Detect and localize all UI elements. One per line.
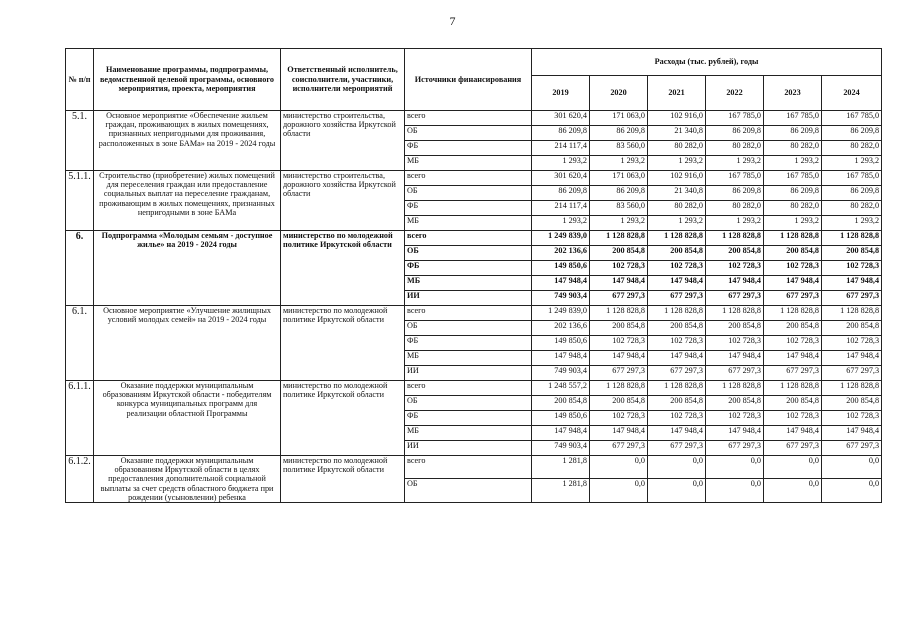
expense-value: 102 728,3 (648, 261, 706, 276)
row-number: 6.1.2. (66, 456, 94, 503)
expense-value: 86 209,8 (706, 126, 764, 141)
expense-value: 1 128 828,8 (764, 381, 822, 396)
expense-value: 1 128 828,8 (764, 306, 822, 321)
executor: министерство по молодежной политике Иркутской области (281, 231, 405, 306)
expense-value: 1 281,8 (532, 479, 590, 502)
funding-source: всего (405, 231, 532, 246)
expense-value: 1 249 839,0 (532, 231, 590, 246)
expense-value: 147 948,4 (532, 351, 590, 366)
expense-value: 171 063,0 (590, 111, 648, 126)
expense-value: 147 948,4 (706, 276, 764, 291)
expense-value: 1 128 828,8 (822, 381, 882, 396)
expense-value: 102 728,3 (648, 411, 706, 426)
expense-value: 167 785,0 (764, 171, 822, 186)
expense-value: 200 854,8 (822, 246, 882, 261)
expense-value: 1 248 557,2 (532, 381, 590, 396)
expense-value: 200 854,8 (648, 396, 706, 411)
table-row (66, 306, 882, 321)
expense-value: 1 293,2 (532, 216, 590, 231)
expense-value: 102 728,3 (706, 411, 764, 426)
expense-value: 86 209,8 (822, 126, 882, 141)
funding-source: МБ (405, 156, 532, 171)
expense-value: 102 728,3 (764, 411, 822, 426)
budget-table (65, 48, 882, 503)
header-executor: Ответственный исполнитель, соисполнители, участники, исполнители мероприятий (281, 49, 405, 111)
funding-source: МБ (405, 276, 532, 291)
expense-value: 102 728,3 (764, 336, 822, 351)
executor: министерство строительства, дорожного хозяйства Иркутской области (281, 111, 405, 171)
expense-value: 1 293,2 (706, 216, 764, 231)
funding-source: ФБ (405, 336, 532, 351)
funding-source: МБ (405, 426, 532, 441)
expense-value: 102 728,3 (822, 336, 882, 351)
expense-value: 147 948,4 (822, 426, 882, 441)
expense-value: 677 297,3 (764, 366, 822, 381)
header-expenses: Расходы (тыс. рублей), годы (532, 49, 882, 76)
expense-value: 1 293,2 (706, 156, 764, 171)
funding-source: ОБ (405, 126, 532, 141)
expense-value: 83 560,0 (590, 201, 648, 216)
expense-value: 677 297,3 (648, 366, 706, 381)
header-sources: Источники финансирования (405, 49, 532, 111)
expense-value: 147 948,4 (822, 276, 882, 291)
expense-value: 749 903,4 (532, 291, 590, 306)
expense-value: 200 854,8 (764, 246, 822, 261)
expense-value: 149 850,6 (532, 336, 590, 351)
expense-value: 80 282,0 (764, 141, 822, 156)
expense-value: 80 282,0 (822, 141, 882, 156)
expense-value: 147 948,4 (822, 351, 882, 366)
expense-value: 1 128 828,8 (822, 231, 882, 246)
funding-source: ФБ (405, 411, 532, 426)
expense-value: 200 854,8 (822, 396, 882, 411)
expense-value: 21 340,8 (648, 126, 706, 141)
row-number: 6.1. (66, 306, 94, 381)
expense-value: 1 128 828,8 (706, 231, 764, 246)
expense-value: 86 209,8 (764, 126, 822, 141)
program-name: Подпрограмма «Молодым семьям - доступное жилье» на 2019 - 2024 годы (94, 231, 281, 306)
funding-source: ОБ (405, 246, 532, 261)
expense-value: 200 854,8 (706, 321, 764, 336)
header-year: 2022 (706, 76, 764, 111)
expense-value: 149 850,6 (532, 411, 590, 426)
expense-value: 102 728,3 (590, 261, 648, 276)
expense-value: 147 948,4 (706, 351, 764, 366)
header-year: 2021 (648, 76, 706, 111)
table-row (66, 381, 882, 396)
expense-value: 0,0 (706, 479, 764, 502)
expense-value: 147 948,4 (590, 351, 648, 366)
expense-value: 171 063,0 (590, 171, 648, 186)
expense-value: 102 728,3 (648, 336, 706, 351)
expense-value: 677 297,3 (648, 291, 706, 306)
table-body (66, 111, 882, 503)
expense-value: 200 854,8 (764, 396, 822, 411)
expense-value: 0,0 (590, 456, 648, 479)
expense-value: 200 854,8 (822, 321, 882, 336)
expense-value: 0,0 (648, 456, 706, 479)
expense-value: 147 948,4 (764, 426, 822, 441)
expense-value: 147 948,4 (532, 276, 590, 291)
header-num: № п/п (66, 49, 94, 111)
expense-value: 102 728,3 (822, 411, 882, 426)
expense-value: 167 785,0 (764, 111, 822, 126)
header-year: 2020 (590, 76, 648, 111)
expense-value: 677 297,3 (590, 291, 648, 306)
expense-value: 147 948,4 (532, 426, 590, 441)
funding-source: всего (405, 171, 532, 186)
row-number: 6.1.1. (66, 381, 94, 456)
expense-value: 200 854,8 (590, 321, 648, 336)
table-row (66, 171, 882, 186)
expense-value: 1 128 828,8 (764, 231, 822, 246)
expense-value: 200 854,8 (706, 396, 764, 411)
expense-value: 1 293,2 (822, 156, 882, 171)
funding-source: ФБ (405, 261, 532, 276)
expense-value: 102 728,3 (822, 261, 882, 276)
expense-value: 749 903,4 (532, 441, 590, 456)
funding-source: МБ (405, 216, 532, 231)
expense-value: 1 128 828,8 (822, 306, 882, 321)
expense-value: 102 728,3 (706, 336, 764, 351)
funding-source: всего (405, 111, 532, 126)
expense-value: 200 854,8 (590, 246, 648, 261)
expense-value: 677 297,3 (764, 441, 822, 456)
expense-value: 0,0 (706, 456, 764, 479)
expense-value: 80 282,0 (706, 201, 764, 216)
expense-value: 83 560,0 (590, 141, 648, 156)
expense-value: 147 948,4 (706, 426, 764, 441)
funding-source: ФБ (405, 141, 532, 156)
expense-value: 167 785,0 (822, 171, 882, 186)
expense-value: 21 340,8 (648, 186, 706, 201)
expense-value: 147 948,4 (764, 351, 822, 366)
expense-value: 80 282,0 (648, 201, 706, 216)
expense-value: 1 293,2 (648, 156, 706, 171)
expense-value: 214 117,4 (532, 201, 590, 216)
expense-value: 200 854,8 (706, 246, 764, 261)
expense-value: 677 297,3 (590, 441, 648, 456)
expense-value: 677 297,3 (822, 366, 882, 381)
expense-value: 147 948,4 (648, 351, 706, 366)
header-name: Наименование программы, подпрограммы, ведомственной целевой программы, основного мероприятия, проекта, мероприятия (94, 49, 281, 111)
expense-value: 677 297,3 (706, 441, 764, 456)
expense-value: 202 136,6 (532, 321, 590, 336)
expense-value: 102 916,0 (648, 111, 706, 126)
row-number: 6. (66, 231, 94, 306)
funding-source: всего (405, 306, 532, 321)
funding-source: ИИ (405, 291, 532, 306)
expense-value: 1 128 828,8 (706, 306, 764, 321)
expense-value: 80 282,0 (764, 201, 822, 216)
expense-value: 86 209,8 (590, 186, 648, 201)
executor: министерство по молодежной политике Иркутской области (281, 381, 405, 456)
expense-value: 1 293,2 (590, 216, 648, 231)
expense-value: 0,0 (822, 456, 882, 479)
expense-value: 102 916,0 (648, 171, 706, 186)
expense-value: 1 128 828,8 (590, 381, 648, 396)
expense-value: 200 854,8 (590, 396, 648, 411)
expense-value: 86 209,8 (706, 186, 764, 201)
expense-value: 214 117,4 (532, 141, 590, 156)
program-name: Основное мероприятие «Улучшение жилищных условий молодых семей» на 2019 - 2024 годы (94, 306, 281, 381)
program-name: Основное мероприятие «Обеспечение жильем граждан, проживающих в жилых помещениях, признанных непригодными для проживания, расположенных в зоне БАМа» на 2019 - 2024 годы (94, 111, 281, 171)
expense-value: 1 128 828,8 (648, 231, 706, 246)
expense-value: 147 948,4 (764, 276, 822, 291)
expense-value: 102 728,3 (706, 261, 764, 276)
funding-source: ОБ (405, 396, 532, 411)
expense-value: 1 293,2 (822, 216, 882, 231)
expense-value: 1 128 828,8 (590, 306, 648, 321)
header-year: 2019 (532, 76, 590, 111)
funding-source: всего (405, 456, 532, 479)
expense-value: 677 297,3 (706, 366, 764, 381)
funding-source: ОБ (405, 186, 532, 201)
expense-value: 200 854,8 (532, 396, 590, 411)
expense-value: 677 297,3 (822, 441, 882, 456)
expense-value: 677 297,3 (648, 441, 706, 456)
expense-value: 301 620,4 (532, 171, 590, 186)
expense-value: 80 282,0 (648, 141, 706, 156)
expense-value: 102 728,3 (590, 336, 648, 351)
table-row (66, 111, 882, 126)
expense-value: 202 136,6 (532, 246, 590, 261)
expense-value: 1 281,8 (532, 456, 590, 479)
executor: министерство по молодежной политике Иркутской области (281, 456, 405, 503)
expense-value: 0,0 (822, 479, 882, 502)
program-name: Оказание поддержки муниципальным образованиям Иркутской области - победителям конкурса муниципальных программ для реализации областной Программы (94, 381, 281, 456)
expense-value: 200 854,8 (648, 246, 706, 261)
expense-value: 0,0 (764, 479, 822, 502)
expense-value: 86 209,8 (532, 186, 590, 201)
expense-value: 102 728,3 (590, 411, 648, 426)
expense-value: 1 293,2 (590, 156, 648, 171)
expense-value: 1 249 839,0 (532, 306, 590, 321)
expense-value: 200 854,8 (764, 321, 822, 336)
expense-value: 147 948,4 (590, 276, 648, 291)
expense-value: 147 948,4 (590, 426, 648, 441)
expense-value: 86 209,8 (764, 186, 822, 201)
page-number: 7 (449, 14, 456, 28)
executor: министерство строительства, дорожного хозяйства Иркутской области (281, 171, 405, 231)
funding-source: ИИ (405, 366, 532, 381)
expense-value: 167 785,0 (822, 111, 882, 126)
expense-value: 677 297,3 (590, 366, 648, 381)
row-number: 5.1. (66, 111, 94, 171)
expense-value: 149 850,6 (532, 261, 590, 276)
header-year: 2023 (764, 76, 822, 111)
expense-value: 749 903,4 (532, 366, 590, 381)
funding-source: ФБ (405, 201, 532, 216)
expense-value: 1 293,2 (648, 216, 706, 231)
expense-value: 86 209,8 (590, 126, 648, 141)
expense-value: 677 297,3 (706, 291, 764, 306)
expense-value: 0,0 (648, 479, 706, 502)
funding-source: всего (405, 381, 532, 396)
expense-value: 677 297,3 (764, 291, 822, 306)
expense-value: 1 128 828,8 (648, 381, 706, 396)
table-row (66, 231, 882, 246)
table-row (66, 456, 882, 479)
expense-value: 0,0 (764, 456, 822, 479)
expense-value: 1 293,2 (532, 156, 590, 171)
expense-value: 147 948,4 (648, 426, 706, 441)
expense-value: 1 128 828,8 (648, 306, 706, 321)
expense-value: 86 209,8 (532, 126, 590, 141)
expense-value: 147 948,4 (648, 276, 706, 291)
header-year: 2024 (822, 76, 882, 111)
program-name: Строительство (приобретение) жилых помещений для переселения граждан или предоставление социальных выплат на переселение гражданам, проживающим в жилых помещениях, признанных непригодными в зоне БАМа (94, 171, 281, 231)
expense-value: 1 293,2 (764, 156, 822, 171)
funding-source: МБ (405, 351, 532, 366)
expense-value: 0,0 (590, 479, 648, 502)
expense-value: 167 785,0 (706, 171, 764, 186)
row-number: 5.1.1. (66, 171, 94, 231)
funding-source: ОБ (405, 321, 532, 336)
expense-value: 80 282,0 (822, 201, 882, 216)
funding-source: ИИ (405, 441, 532, 456)
expense-value: 1 128 828,8 (590, 231, 648, 246)
expense-value: 1 128 828,8 (706, 381, 764, 396)
expense-value: 301 620,4 (532, 111, 590, 126)
expense-value: 86 209,8 (822, 186, 882, 201)
expense-value: 167 785,0 (706, 111, 764, 126)
executor: министерство по молодежной политике Иркутской области (281, 306, 405, 381)
expense-value: 200 854,8 (648, 321, 706, 336)
expense-value: 1 293,2 (764, 216, 822, 231)
expense-value: 80 282,0 (706, 141, 764, 156)
program-name: Оказание поддержки муниципальным образованиям Иркутской области в целях предоставления дополнительной социальной выплаты за счет средств областного бюджета при рождении (усыновлении) ребенка (94, 456, 281, 503)
expense-value: 102 728,3 (764, 261, 822, 276)
funding-source: ОБ (405, 479, 532, 502)
expense-value: 677 297,3 (822, 291, 882, 306)
